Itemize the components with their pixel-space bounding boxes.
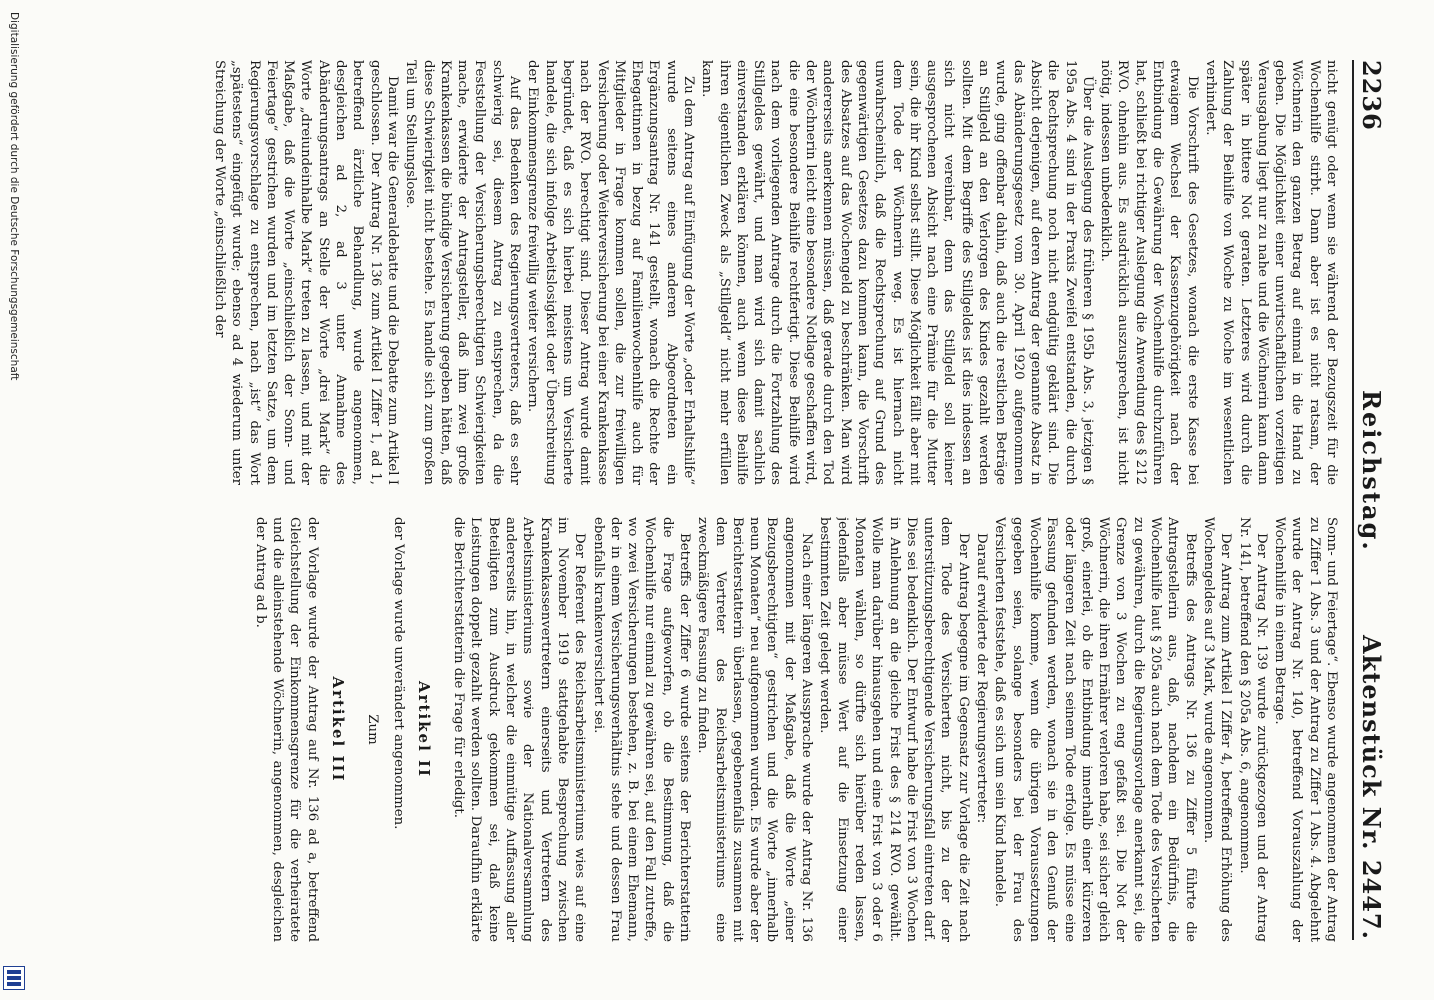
paragraph: Damit war die Generaldebatte und die Debatte zum Artikel I geschlossen. Der Antrag Nr. 136 zum Artikel I Ziffer 1, ad 1, betreffend ärztliche Behandlung, wurde angenommen, desgleichen ad 2, ad 3 unter Annahme des Abänderungsantrags an Stelle der Worte „drei Mark“ die Worte „dreiundeinhalbe Mark“ treten zu lassen, und mit der Maßgabe, daß die Worte „einschließlich der Sonn- und Feiertage“ gestrichen wurden und im letzten Satze, um dem Regierungsvorschlage zu entsprechen, nach „ist“ das Wort „spätestens“ eingefügt wurde; ebenso ad 4 wiederum unter Streichung der Worte „einschließlich der <box>212 60 400 485</box>
paragraph: der Vorlage wurde unverändert angenommen. <box>390 517 406 830</box>
paragraph: nicht genügt oder wenn sie während der Bezugszeit für die Wochenhilfe stirbt. Dann aber ist es nicht ratsam, der Wöchnerin den ganzen Betrag auf einmal in die Hand zu geben. Die Möglichkeit einer unwirtschaftlichen vorzeitigen Verausgabung liegt nur zu nahe und die Wöchnerin kann dann später in bittere Not geraten. Letzteres wird durch die Zahlung der Beihilfe von Woche zu Woche im wesentlichen verhindert. <box>1202 60 1339 485</box>
section-prefix: Zum <box>365 714 381 745</box>
paragraph: Darauf erwiderte der Regierungsvertreter: <box>974 533 990 824</box>
paragraph: Über die Auslegung des früheren § 195b Abs. 3, jetzigen § 195a Abs. 4 sind in der Praxis Zweifel entstanden, die durch die Rechtsprechung noch nicht endgültig geklärt sind. Die Absicht derjenigen, auf deren Antrag der genannte Absatz in das Abänderungsgesetz vom 30. April 1920 aufgenommen wurde, ging offenbar dahin, daß auch die restlichen Beträge an Stillgeld an den Verlorgen des Kindes gezahlt werden sollten. Mit dem Begriffe des Stillgeldes ist dies indessen an sich nicht vereinbar, denn das Stillgeld soll keiner ausgesprochenen Absicht nach eine Prämie für die Mutter sein, die ihr Kind selbst stillt. Diese Möglichkeit fällt aber mit dem Tode der Wöchnerin weg. Es ist hiernach nicht unwahrscheinlich, daß die Rechtsprechung auf Grund des gegenwärtigen Gesetzes dazu kommen kann, die Vorschrift des Absatzes auf das Wochengeld zu beschränken. Man wird andererseits anerkennen müssen, daß gerade durch den Tod der Wöchnerin leicht eine besondere Notlage geschaffen wird, die eine besondere Beihilfe rechtfertigt. Diese Beihilfe wird nach dem vorliegenden Antrage durch die Fortzahlung des Stillgeldes gewährt, und man wird sich damit sachlich einverstanden erklären können, auch wenn diese Beihilfe ihren eigentlichen Zweck als „Stillgeld“ nicht mehr erfüllen kann. <box>699 60 1095 485</box>
paragraph: der Vorlage wurde der Antrag auf Nr. 136 ad a, betreffend Gleichstellung der Einkommensgrenze für die verheiratete und die alleinstehende Wöchnerin, angenommen, desgleichen der Antrag ad b. <box>252 517 320 942</box>
paragraph: Nach einer längeren Aussprache wurde der Antrag Nr. 136 angenommen mit der Maßgabe, daß die Worte „einer Bezugsberechtigten“ gestrichen und die Worte „innerhalb neun Monaten“ neu aufgenommen wurden. Es wurde aber der Berichterstatterin überlassen, gegebenenfalls zusammen mit dem Vertreter des Reichsarbeitsministeriums eine zweckmäßigere Fassung zu finden. <box>695 517 815 942</box>
paragraph: Betreffs der Ziffer 6 wurde seitens der Berichterstatterin die Frage aufgeworfen, ob die Bestimmung, daß die Wochenhilfe nur einmal zu gewähren sei, auf den Fall zutreffe, wo zwei Versicherungen bestehen, z. B. bei einem Ehemann, der in einem Versicherungsverhältnis stehe und dessen Frau ebenfalls krankenversichert sei. <box>590 517 693 942</box>
paragraph: Auf das Bedenken des Regierungsvertreters, daß es sehr schwierig sei, diesem Antrag zu entsprechen, da die Feststellung der Versicherungsberechtigten Schwierigkeiten mache, erwiderte der Antragsteller, daß ihm zwei große Krankenkassen die bündige Versicherung gegeben hätten, daß diese Schwierigkeit nicht bestehe. Es handle sich zum großen Teil um Stellungslose. <box>403 60 523 485</box>
paragraph: Der Referent des Reichsarbeitsministeriums wies auf eine im November 1919 stattgehabte Besprechung zwischen Krankenkassenvertretern einerseits und Vertretern des Arbeitsministeriums sowie der Nationalversammlung andererseits hin, in welcher die einmütige Auffassung aller Beteiligten zum Ausdruck gekommen sei, daß keine Leistungen doppelt gezahlt werden sollten. Daraufhin erklärte die Berichterstatterin die Frage für erledigt. <box>451 517 588 942</box>
paragraph: Zu dem Antrag auf Einfügung der Worte „oder Erhaltshilfe“ wurde seitens eines anderen Abgeordneten ein Ergänzungsantrag Nr. 141 gestellt, wonach die Rechte der Ehegattinnen in bezug auf Familienwochenhilfe auch für Mitglieder in Frage kommen sollen, die zur freiwilligen Versicherung oder Weiterversicherung bei einer Krankenkasse nach der RVO. berechtigt sind. Dieser Antrag wurde damit begründet, daß es sich hierbei meistens um Versicherte handele, die sich infolge Arbeitslosigkeit oder Überschreitung der Einkommensgrenze freiwillig weiter versichern. <box>525 60 697 485</box>
text-column-left <box>40 60 1340 485</box>
paragraph: Der Antrag zum Artikel I Ziffer 4, betreffend Erhöhung des Wochengeldes auf 3 Mark, wurde angenommen. <box>1200 517 1234 942</box>
paragraph: Betreffs des Antrags Nr. 136 zu Ziffer 5 führte die Antragstellerin aus, daß, nachdem ein Bedürfnis, die Wochenhilfe laut § 205a auch nach dem Tode des Versicherten zu gewähren, durch die Regierungsvorlage anerkannt sei, die Grenze von 3 Wochen zu eng gefaßt sei. Die Not der Wöchnerin, die ihren Ernährer verloren habe, sei sicher gleich groß, einerlei, ob die Entbindung innerhalb einer kürzeren oder längeren Zeit nach seinem Tode erfolge. Es müsse eine Fassung gefunden werden, wonach sie in den Genuß der Wochenhilfe komme, wenn die übrigen Voraussetzungen gegeben seien, solange besonders bei der Frau des Versicherten feststehe, daß es sich um sein Kind handele. <box>992 517 1198 942</box>
document-title: Aktenstück Nr. 2447. <box>1357 635 1386 940</box>
section-heading-article-2: Artikel II <box>414 680 433 779</box>
page-number: 2236 <box>1357 60 1386 131</box>
text-column-right <box>40 517 1340 942</box>
paragraph: Der Antrag Nr. 139 wurde zurückgezogen und der Antrag Nr. 141, betreffend den § 205a Abs. 6, angenommen. <box>1236 517 1269 942</box>
paragraph: Der Antrag begegne im Gegensatz zur Vorlage die Zeit nach dem Tode des Versicherten nicht, bis zu der der unterstützungsberechtigende Versicherungsfall eintreten darf. Dies sei bedenklich. Der Entwurf habe die Frist von 3 Wochen in Anlehnung an die gleiche Frist des § 214 RVO. gewählt. Wolle man darüber hinausgehen und eine Frist von 3 oder 6 Monaten wählen, so dürfte sich hierüber reden lassen, jedenfalls aber müsse Wert auf die Einsetzung einer bestimmten Zeit gelegt werden. <box>817 517 971 942</box>
paragraph: Sonn- und Feiertage“. Ebenso wurde angenommen der Antrag zu Ziffer 1 Abs. 3 und der Antrag zu Ziffer 1 Abs. 4. Abgelehnt wurde der Antrag Nr. 140, betreffend Vorauszahlung der Wochenhilfe in einem Betrage. <box>1272 517 1339 942</box>
credit-text: Digitalisierung gefördert durch die Deutsche Forschungsgemeinschaft <box>8 12 20 381</box>
dfg-logo-icon <box>3 966 25 990</box>
paragraph: Die Vorschrift des Gesetzes, wonach die erste Kasse bei etwaigem Wechsel der Kassenzugehörigkeit nach der Entbindung die Gewährung der Wochenhilfe durchzuführen hat, schließt bei richtiger Auslegung die Anwendung des § 212 RVO. ohnehin aus. Es ausdrücklich auszusprechen, ist nicht nötig, indessen unbedenklich. <box>1098 60 1200 485</box>
digitization-credit <box>0 0 30 1000</box>
publication-title: Reichstag. <box>1357 390 1386 552</box>
section-heading-article-3: Artikel III <box>328 676 347 783</box>
running-header <box>1352 60 1388 940</box>
